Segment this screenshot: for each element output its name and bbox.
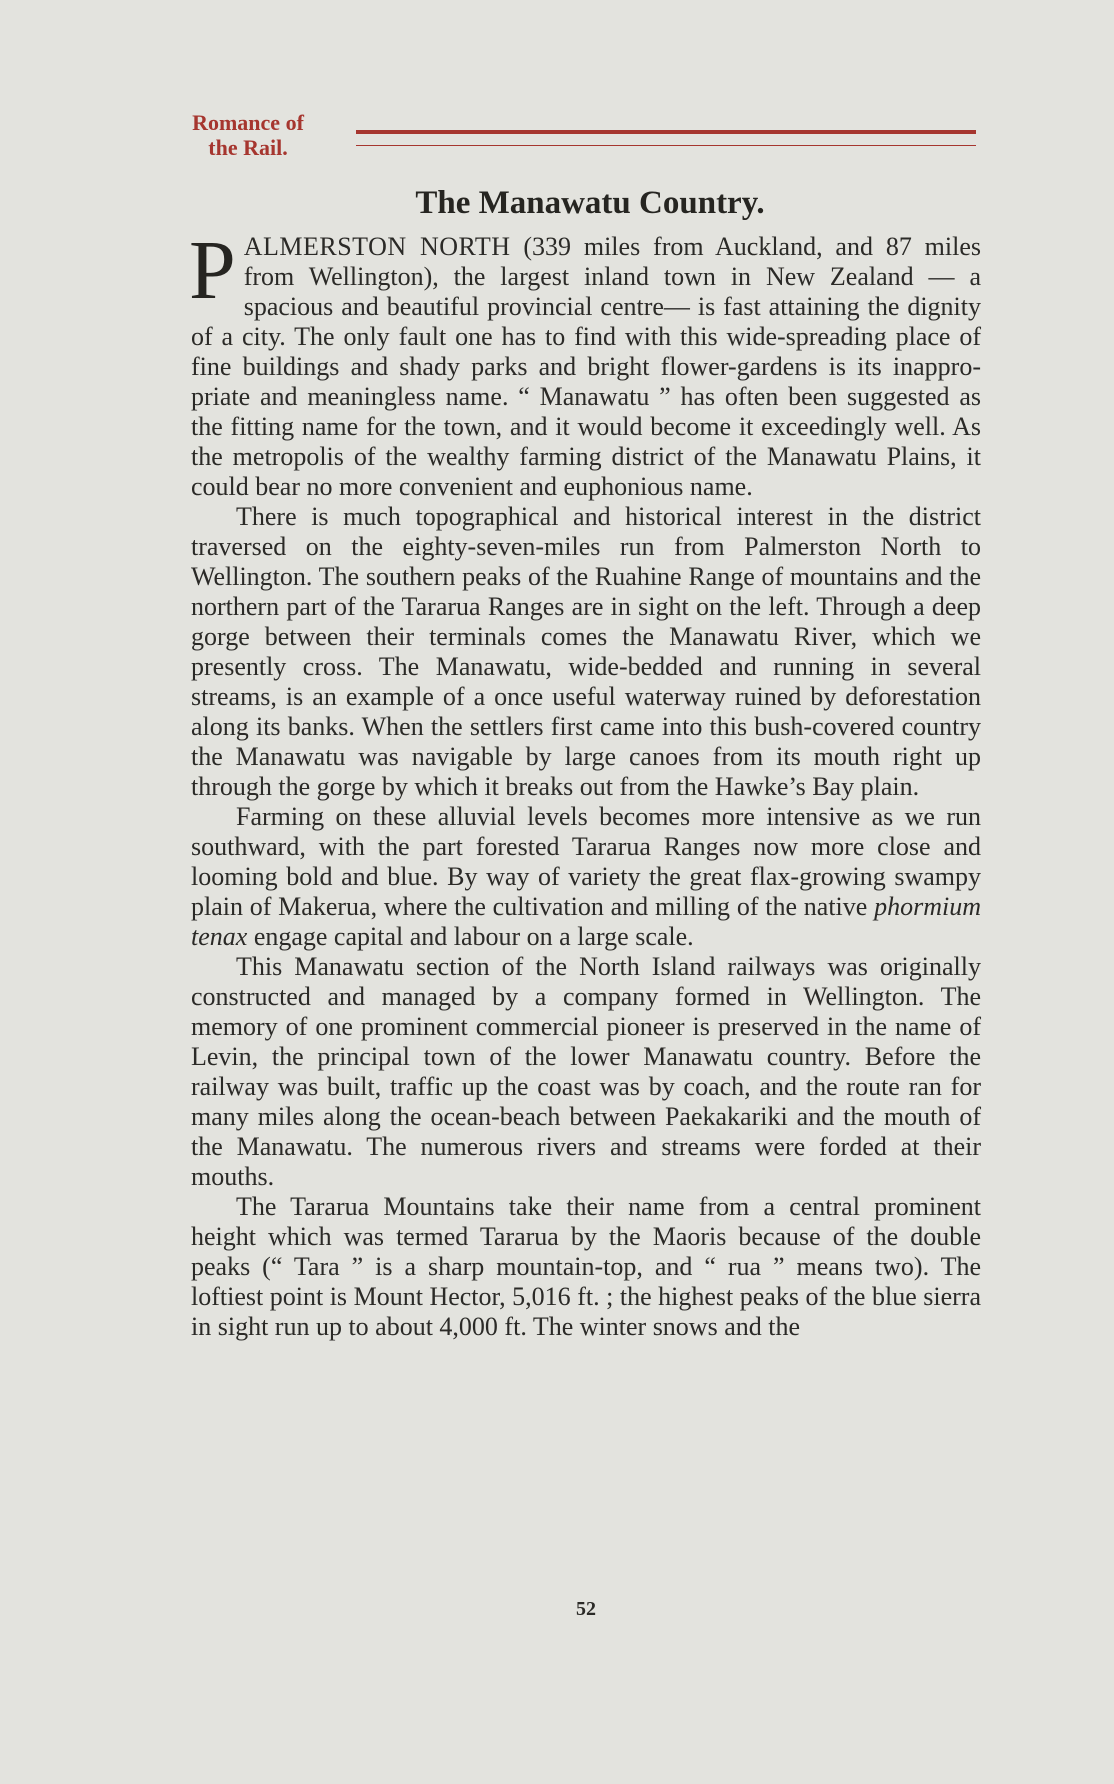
paragraph-3-italic: phormium tenax bbox=[191, 892, 981, 951]
chapter-title: The Manawatu Country. bbox=[415, 185, 765, 221]
running-head bbox=[168, 110, 328, 160]
drop-cap: P bbox=[189, 224, 236, 317]
paragraph-4: This Manawatu section of the North Island railways was originally constructed and managed by a company formed in Wellington. The memory of one prominent commercial pioneer is preserved in the name of Levin, the principal town of the lower Manawatu country. Before the railway was built, traffic up the coast was by coach, and the route ran for many miles along the ocean-beach between Paekakariki and the mouth of the Manawatu. The numerous rivers and streams were forded at their mouths. bbox=[191, 952, 981, 1191]
paragraph-1 bbox=[189, 224, 982, 502]
paragraph-2: There is much topographical and historical interest in the district traversed on the eighty-seven-miles run from Palmerston North to Wellington. The southern peaks of the Ruahine Range of mountains and the northern part of the Tararua Ranges are in sight on the left. Through a deep gorge between their terminals comes the Manawatu River, which we presently cross. The Manawatu, wide-bedded and running in several streams, is an example of a once useful waterway ruined by deforestation along its banks. When the settlers first came into this bush-covered country the Manawatu was navigable by large canoes from its mouth right up through the gorge by which it breaks out from the Hawke’s Bay plain. bbox=[191, 502, 981, 801]
paragraph-1-text: (339 miles from Auckland, and 87 miles from Wellington), the largest inland town in New Zealand — a spacious and beautiful provincial centre— is fast attaining the dignity of a city. The only fault one has to find with this wide-spreading place of fine buildings and shady parks and bright flower-gardens is its inappro-priate and meaningless name. “ Manawatu ” has often been suggested as the fitting name for the town, and it would become it exceedingly well. As the metropolis of the wealthy farming district of the Manawatu Plains, it could bear no more convenient and euphonious name. bbox=[191, 232, 982, 501]
running-head-line-1: Romance of bbox=[192, 110, 304, 135]
lead-caps: ALMERSTON NORTH bbox=[243, 232, 511, 261]
paragraph-3-text-a: Farming on these alluvial levels becomes more intensive as we run southward, with the part forested Tararua Ranges now more close and looming bold and blue. By way of variety the great flax-growing swampy plain of Makerua, where the cultivation and milling of the native bbox=[191, 802, 981, 921]
paragraph-5: The Tararua Mountains take their name from a central prominent height which was termed Tararua by the Maoris because of the double peaks (“ Tara ” is a sharp mountain-top, and “ rua ” means two). The loftiest point is Mount Hector, 5,016 ft. ; the highest peaks of the blue sierra in sight run up to about 4,000 ft. The winter snows and the bbox=[191, 1192, 981, 1341]
body-text bbox=[189, 224, 982, 1342]
page-number: 52 bbox=[576, 1598, 596, 1620]
running-head-line-2: the Rail. bbox=[208, 135, 288, 160]
header-rule-thin bbox=[356, 145, 976, 146]
paragraph-3-text-b: engage capital and labour on a large scale. bbox=[247, 922, 694, 951]
header-rule-thick bbox=[356, 130, 976, 134]
paragraph-3 bbox=[191, 802, 981, 952]
